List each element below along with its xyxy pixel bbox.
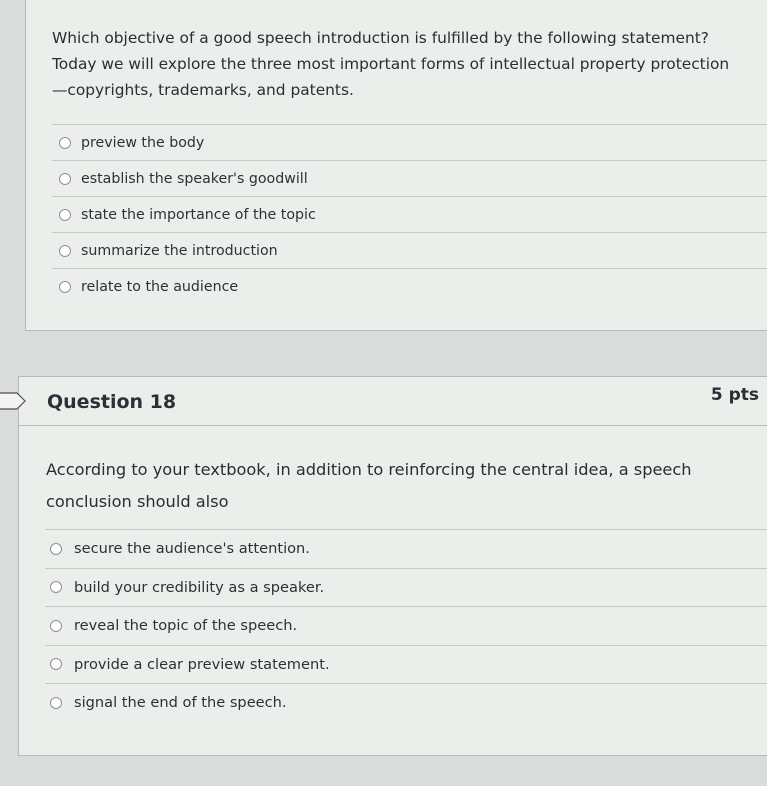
answer-label: relate to the audience — [81, 278, 239, 295]
answer-label: build your credibility as a speaker. — [74, 578, 325, 596]
question-17-answers — [52, 124, 767, 304]
question-18-answer-3[interactable] — [45, 606, 767, 645]
question-17-card — [25, 0, 767, 331]
answer-label: reveal the topic of the speech. — [74, 617, 298, 635]
radio-button[interactable] — [59, 245, 71, 257]
question-18-prompt: According to your textbook, in addition to reinforcing the central idea, a speech conclusion should also — [46, 460, 692, 511]
radio-button[interactable] — [59, 173, 71, 185]
question-18-answer-4[interactable] — [45, 645, 767, 684]
question-18-title: Question 18 — [47, 391, 177, 413]
question-18-header — [19, 377, 767, 426]
radio-button[interactable] — [50, 697, 62, 709]
radio-button[interactable] — [50, 543, 62, 555]
question-17-answer-2[interactable] — [52, 160, 767, 196]
answer-label: establish the speaker's goodwill — [81, 170, 308, 187]
question-18-answer-2[interactable] — [45, 568, 767, 607]
answer-label: signal the end of the speech. — [74, 694, 287, 712]
question-17-answer-1[interactable] — [52, 124, 767, 160]
question-17-answer-5[interactable] — [52, 268, 767, 304]
question-18-points: 5 pts — [710, 385, 759, 405]
question-18-answer-1[interactable] — [45, 529, 767, 568]
question-18-card — [18, 376, 767, 756]
question-17-prompt-line-1: Which objective of a good speech introduction is fulfilled by the following statement? — [52, 29, 709, 47]
question-18-answer-5[interactable] — [45, 683, 767, 722]
radio-button[interactable] — [50, 581, 62, 593]
flag-icon[interactable] — [0, 392, 27, 410]
radio-button[interactable] — [50, 658, 62, 670]
question-18-answers — [45, 529, 767, 722]
question-17-prompt-line-2: Today we will explore the three most important forms of intellectual property protection—copyrights, trademarks, and patents. — [52, 55, 730, 99]
answer-label: provide a clear preview statement. — [74, 655, 330, 673]
radio-button[interactable] — [59, 137, 71, 149]
radio-button[interactable] — [59, 209, 71, 221]
question-17-prompt — [52, 25, 742, 103]
question-17-answer-4[interactable] — [52, 232, 767, 268]
radio-button[interactable] — [59, 281, 71, 293]
answer-label: state the importance of the topic — [81, 206, 316, 223]
radio-button[interactable] — [50, 620, 62, 632]
question-17-answer-3[interactable] — [52, 196, 767, 232]
answer-label: preview the body — [81, 134, 205, 151]
answer-label: secure the audience's attention. — [74, 540, 310, 558]
answer-label: summarize the introduction — [81, 242, 278, 259]
